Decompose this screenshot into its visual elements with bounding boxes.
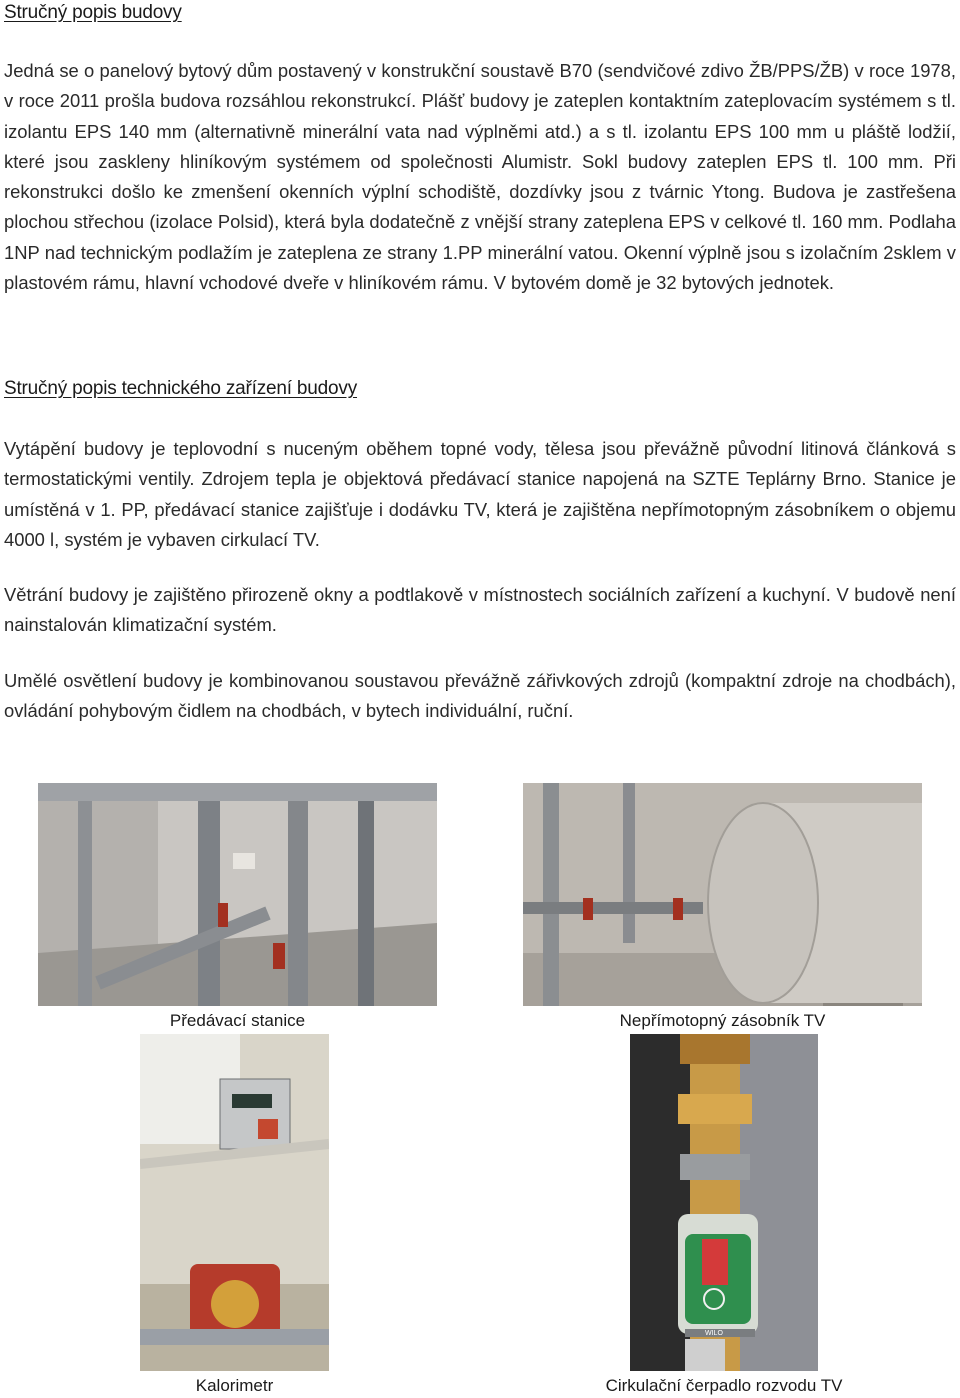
building-description: Jedná se o panelový bytový dům postavený v konstrukční soustavě B70 (sendvičové zdivo ŽB/PPS/ŽB) v roce 1978, v roce 2011 prošla budova rozsáhlou rekonstrukcí. Plášť budovy je zateplen kontaktním zateplovacím systémem s tl. izolantu EPS 140 mm (alternativně minerální vata nad výplněmi atd.) a s tl. izolantu EPS 100 mm u pláště lodžií, které jsou zaskleny hliníkovým systémem od společnosti Alumistr. Sokl budovy zateplen EPS tl. 100 mm. Při rekonstrukci došlo ke zmenšení okenních výplní schodiště, dozdívky jsou z tvárnic Ytong. Budova je zastřešena plochou střechou (izolace Polsid), která byla dodatečně z vnější strany zateplena EPS v celkové tl. 160 mm. Podlaha 1NP nad technickým podlažím je zateplena ze strany 1.PP minerální vatou. Okenní výplně jsou s izolačním 2sklem v plastovém rámu, hlavní vchodové dveře v hliníkovém rámu. V bytovém domě je 32 bytových jednotek. [4, 60, 956, 294]
lighting-description: Umělé osvětlení budovy je kombinovanou soustavou převážně zářivkových zdrojů (kompaktní zdroje na chodbách), ovládání pohybovým čidlem na chodbách, v bytech individuální, ruční. [4, 670, 956, 722]
photo-exchange-station [38, 783, 437, 1006]
caption-circulation-pump: Cirkulační čerpadlo rozvodu TV [605, 1376, 843, 1395]
photo-indirect-water-heater [523, 783, 922, 1006]
photo-calorimeter [140, 1034, 329, 1371]
photo-circulation-pump [630, 1034, 818, 1371]
caption-indirect-water-heater: Nepřímotopný zásobník TV [619, 1011, 826, 1030]
caption-exchange-station: Předávací stanice [169, 1011, 306, 1030]
heating-description: Vytápění budovy je teplovodní s nuceným oběhem topné vody, tělesa jsou převážně původní litinová článková s termostatickými ventily. Zdrojem tepla je objektová předávací stanice napojená na SZTE Teplárny Brno. Stanice je umístěná v 1. PP, předávací stanice zajišťuje i dodávku TV, která je zajištěna nepřímotopným zásobníkem o objemu 4000 l, systém je vybaven cirkulací TV. [4, 438, 956, 550]
pump-brand-label: WILO [705, 1330, 723, 1337]
caption-calorimeter: Kalorimetr [195, 1376, 274, 1395]
ventilation-description: Větrání budovy je zajištěno přirozeně okny a podtlakově v místnostech sociálních zařízení a kuchyní. V budově není nainstalován klimatizační systém. [4, 584, 956, 636]
section-heading-technical: Stručný popis technického zařízení budovy [4, 378, 358, 399]
section-heading-building: Stručný popis budovy [4, 2, 182, 23]
